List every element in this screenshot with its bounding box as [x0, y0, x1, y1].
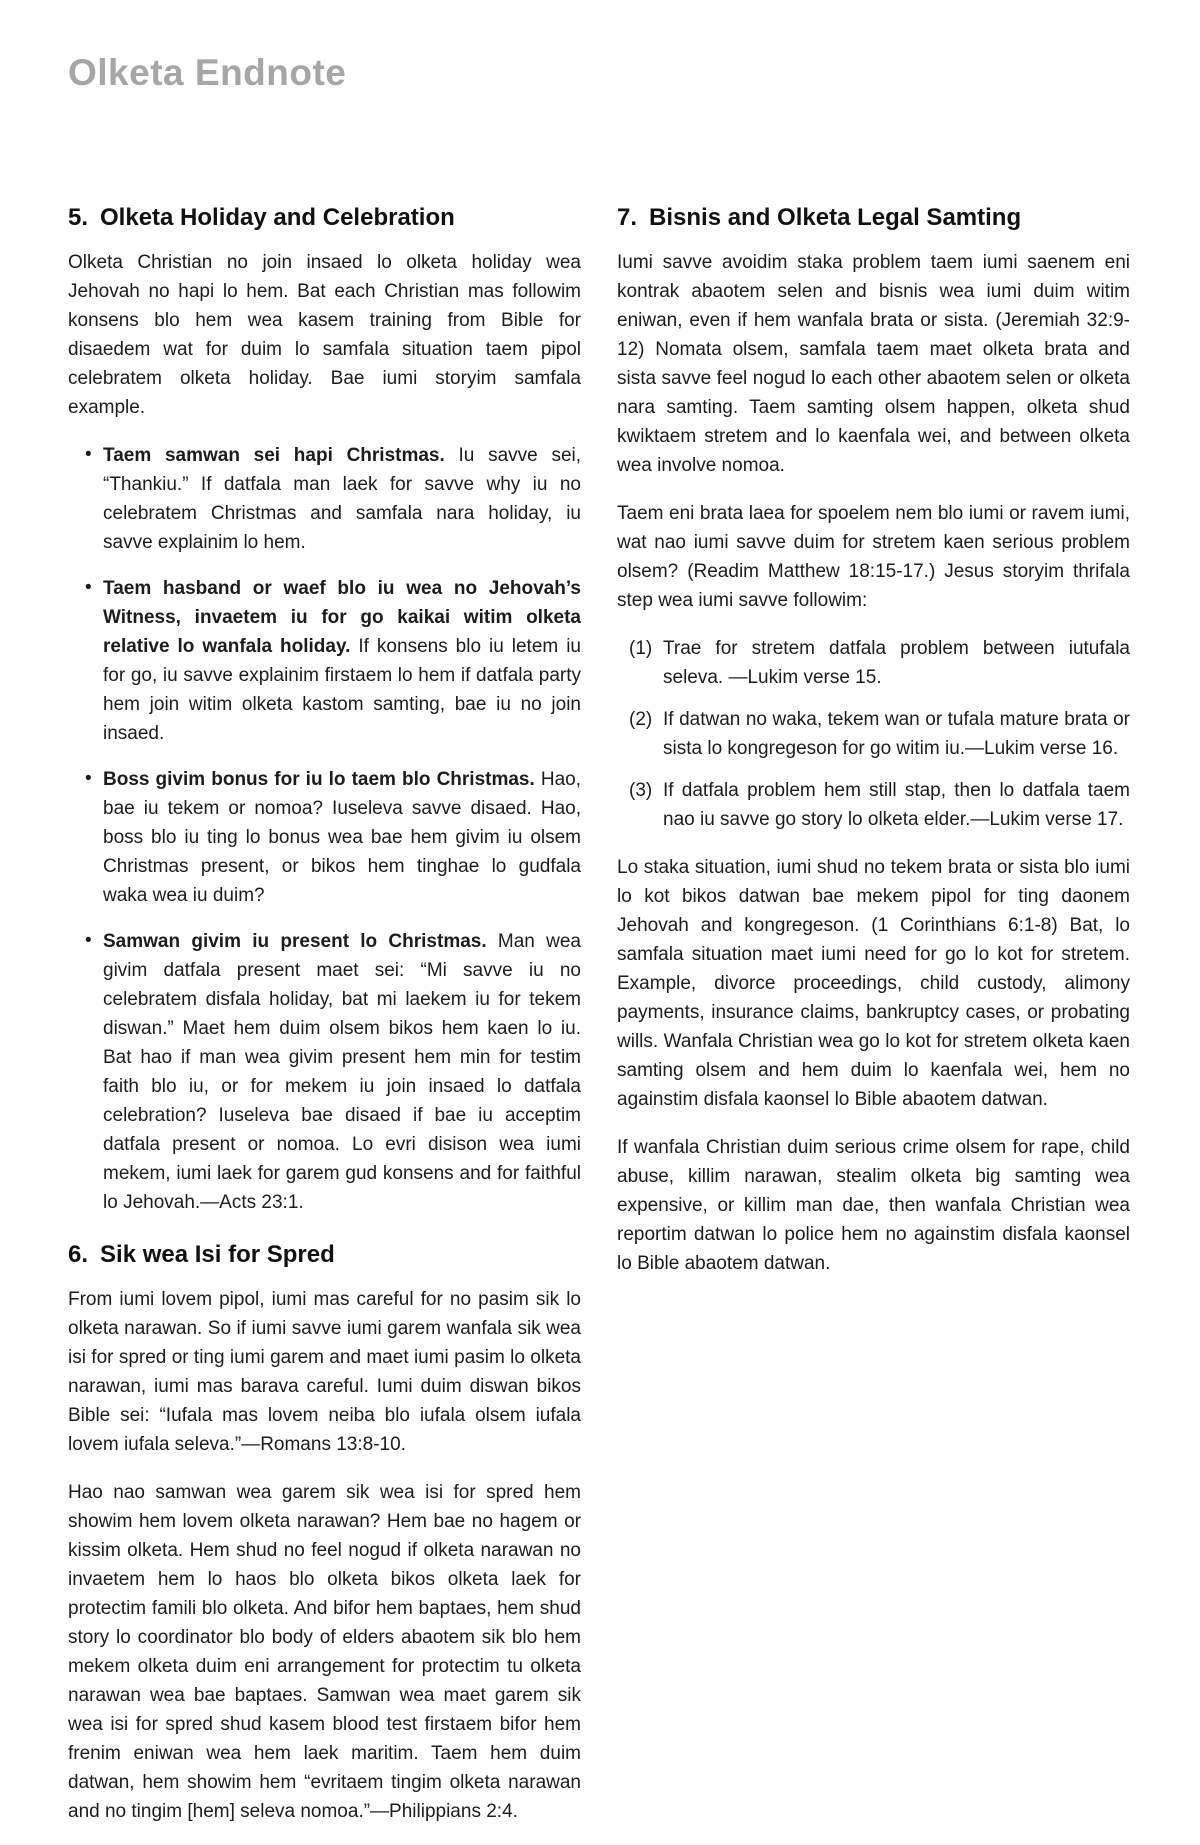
step-item — [617, 705, 1130, 763]
section-7-heading — [617, 204, 1130, 232]
step-text: If datwan no waka, tekem wan or tufala mature brata or sista lo kongregeson for go witim iu.—Lukim verse 16. — [663, 709, 1130, 759]
bullet-text: Hao, bae iu tekem or nomoa? Iuseleva savve disaed. Hao, boss blo iu ting lo bonus wea bae hem givim iu olsem Christmas present, or bikos hem tinghae lo gudfala waka wea iu duim? — [103, 769, 582, 906]
step-item — [617, 776, 1130, 834]
bullet-item — [68, 927, 581, 1217]
step-text: If datfala problem hem still stap, then lo datfala taem nao iu savve go story lo olketa elder.—Lukim verse 17. — [663, 780, 1130, 830]
section-7-title: Bisnis and Olketa Legal Samting — [649, 204, 1022, 231]
column-left — [68, 204, 581, 1845]
section-5-heading — [68, 204, 581, 232]
section-6-number: 6. — [68, 1241, 89, 1268]
step-item — [617, 634, 1130, 692]
step-number: (2) — [629, 709, 653, 730]
section-7-paragraph-1: Iumi savve avoidim staka problem taem iumi saenem eni kontrak abaotem selen and bisnis wea iumi duim witim eniwan, even if hem wanfala brata or sista. (Jeremiah 32:9-12) Nomata olsem, samfala taem maet olketa brata and sista savve feel nogud lo each other abaotem selen or olketa nara samting. Taem samting olsem happen, olketa shud kwiktaem stretem and lo kaenfala wei, and between olketa wea involve nomoa. — [617, 252, 1130, 476]
section-7 — [617, 204, 1130, 1278]
bullet-lead: Taem samwan sei hapi Christmas. — [103, 445, 445, 466]
column-right — [617, 204, 1130, 1845]
section-6 — [68, 1241, 581, 1826]
bullet-icon: • — [85, 444, 92, 465]
section-5-number: 5. — [68, 204, 89, 231]
bullet-item — [68, 441, 581, 557]
bullet-item — [68, 765, 581, 910]
bullet-lead: Boss givim bonus for iu lo taem blo Christmas. — [103, 769, 535, 790]
bullet-text: Man wea givim datfala present maet sei: “Mi savve iu no celebratem disfala holiday, bat mi laekem iu for tekem diswan.” Maet hem duim olsem bikos hem kaen lo iu. Bat hao if man wea givim present hem min for testim faith blo iu, or for mekem iu join insaed lo datfala celebration? Iuseleva bae disaed if bae iu acceptim datfala present or nomoa. Lo evri disison wea iumi mekem, iumi laek for garem gud konsens and for faithful lo Jehovah.—Acts 23:1. — [103, 931, 581, 1213]
section-7-paragraph-3: Lo staka situation, iumi shud no tekem brata or sista blo iumi lo kot bikos datwan bae mekem pipol for ting daonem Jehovah and kongregeson. (1 Corinthians 6:1-8) Bat, lo samfala situation maet iumi need for go lo kot for stretem. Example, divorce proceedings, child custody, alimony payments, insurance claims, bankruptcy cases, or probating wills. Wanfala Christian wea go lo kot for stretem olketa kaen samting olsem and hem duim lo kaenfala wei, hem no againstim disfala kaonsel lo Bible abaotem datwan. — [617, 857, 1130, 1110]
two-column-layout — [68, 204, 1130, 1845]
section-6-paragraph-1: From iumi lovem pipol, iumi mas careful for no pasim sik lo olketa narawan. So if iumi savve iumi garem wanfala sik wea isi for spred or ting iumi garem and maet iumi pasim lo olketa narawan, iumi mas barava careful. Iumi duim diswan bikos Bible sei: “Iufala mas lovem neiba blo iufala olsem iufala lovem iufala seleva.”—Romans 13:8-10. — [68, 1289, 581, 1455]
bullet-text: If konsens blo iu letem iu for go, iu savve explainim firstaem lo hem if datfala party hem join witim olketa kastom samting, bae iu no join insaed. — [103, 636, 581, 744]
bullet-lead: Taem hasband or waef blo iu wea no Jehovah’s Witness, invaetem iu for go kaikai witim olketa relative lo wanfala holiday. — [103, 578, 581, 657]
section-5-intro-paragraph: Olketa Christian no join insaed lo olketa holiday wea Jehovah no hapi lo hem. Bat each Christian mas followim konsens blo hem wea kasem training from Bible for disaedem wat for duim lo samfala situation taem pipol celebratem olketa holiday. Bae iumi storyim samfala example. — [68, 252, 581, 418]
section-7-paragraph-4: If wanfala Christian duim serious crime olsem for rape, child abuse, killim narawan, stealim olketa big samting wea expensive, or killim man dae, then wanfala Christian wea reportim datwan lo police hem no againstim disfala kaonsel lo Bible abaotem datwan. — [617, 1137, 1130, 1274]
section-7-step-list — [617, 634, 1130, 834]
step-number: (3) — [629, 780, 653, 801]
section-6-title: Sik wea Isi for Spred — [100, 1241, 335, 1268]
bullet-icon: • — [85, 768, 92, 789]
section-5-bullet-list — [68, 441, 581, 1217]
section-6-paragraph-2: Hao nao samwan wea garem sik wea isi for spred hem showim hem lovem olketa narawan? Hem bae no hagem or kissim olketa. Hem shud no feel nogud if olketa narawan no invaetem hem lo haos blo olketa bikos olketa laek for protectim famili blo olketa. And bifor hem baptaes, hem shud story lo coordinator blo body of elders abaotem sik blo hem mekem olketa duim eni arrangement for protectim tu olketa narawan wea bae baptaes. Samwan wea maet garem sik wea isi for spred shud kasem blood test firstaem bifor hem frenim eniwan wea hem laek maritim. Taem hem duim datwan, hem showim hem “evritaem tingim olketa narawan and no tingim [hem] seleva nomoa.”—Philippians 2:4. — [68, 1482, 581, 1822]
bullet-text: Iu savve sei, “Thankiu.” If datfala man laek for savve why iu no celebratem Christmas and samfala nara holiday, iu savve explainim lo hem. — [103, 445, 582, 553]
section-7-number: 7. — [617, 204, 638, 231]
page-title: Olketa Endnote — [68, 52, 347, 93]
section-5-title: Olketa Holiday and Celebration — [100, 204, 455, 231]
bullet-icon: • — [85, 930, 92, 951]
section-7-paragraph-2: Taem eni brata laea for spoelem nem blo iumi or ravem iumi, wat nao iumi savve duim for stretem kaen serious problem olsem? (Readim Matthew 18:15-17.) Jesus storyim thrifala step wea iumi savve followim: — [617, 503, 1130, 611]
bullet-item — [68, 574, 581, 748]
section-5 — [68, 204, 581, 1217]
section-6-heading — [68, 1241, 581, 1269]
bullet-icon: • — [85, 577, 92, 598]
bullet-lead: Samwan givim iu present lo Christmas. — [103, 931, 487, 952]
step-number: (1) — [629, 638, 653, 659]
step-text: Trae for stretem datfala problem between iutufala seleva. —Lukim verse 15. — [663, 638, 1130, 688]
